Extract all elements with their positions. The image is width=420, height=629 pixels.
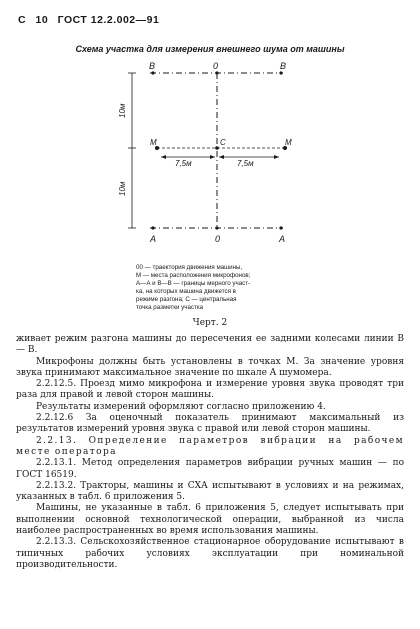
label-b-right: B — [280, 61, 287, 71]
point-0-top — [215, 71, 218, 74]
label-dimension-bottom: 10м — [118, 181, 127, 196]
label-c: C — [220, 138, 226, 147]
label-a-left: A — [150, 234, 157, 244]
legend-line: А—А и В—В — границы мерного участ- — [136, 280, 251, 287]
point-a-right — [279, 226, 282, 229]
point-b-left — [151, 71, 154, 74]
label-b-left: B — [149, 61, 156, 71]
paragraph: 2.2.13.1. Метод определения параметров вибрации ручных машин — по ГОСТ 16519. — [16, 458, 404, 480]
label-dimension-top: 10м — [118, 103, 127, 118]
figure-legend — [136, 264, 306, 312]
paragraph: 2.2.12.6 За оценочный показатель принимают максимальный из результатов измерений уровня звука с правой или левой сторон машины. — [16, 413, 404, 435]
paragraph: 2.2.13.2. Тракторы, машины и СХА испытывают в условиях и на режимах, указанных в табл. 6 приложения 5. — [16, 480, 404, 503]
figure-title: Схема участка для измерения внешнего шума от машины — [75, 44, 345, 54]
legend-line: ка, на которых машина движется в — [136, 288, 236, 295]
label-0-top: 0 — [213, 61, 219, 71]
center-point — [215, 146, 219, 150]
section-heading: 2.2.13. Определение параметров вибрации на рабочем месте оператора — [16, 435, 404, 457]
legend-line: точка разметки участка — [136, 304, 204, 311]
paragraph: живает режим разгона машины до пересечения ее задними колесами линии B — B. — [16, 334, 404, 356]
label-distance-left: 7,5м — [175, 159, 192, 168]
label-a-right: A — [279, 234, 286, 244]
label-m-left: M — [150, 138, 157, 147]
point-b-right — [279, 71, 282, 74]
figure-caption: Черт. 2 — [192, 318, 228, 328]
header-page-number: 10 — [35, 14, 49, 26]
paragraph: Микрофоны должны быть установлены в точках M. За значение уровня звука принимают максимальное значение по шкале A шумомера. — [16, 356, 404, 378]
paragraph: Машины, не указанные в табл. 6 приложения 5, следует испытывать при выполнении основной технологической операции, выбранной из числа наиболее распространенных во время использования машины. — [16, 503, 404, 537]
legend-line: 00 — траектория движения машины, — [136, 264, 243, 271]
header-letter: С — [18, 14, 27, 26]
point-a-left — [151, 226, 154, 229]
paragraph: 2.2.13.3. Сельскохозяйственное стационарное оборудование испытывают в типичных рабочих условиях эксплуатации при номинальной производительности. — [16, 537, 404, 570]
legend-line: М — места расположения микрофонов; — [136, 272, 251, 279]
paragraph: 2.2.12.5. Проезд мимо микрофона и измерение уровня звука проводят три раза для правой и левой сторон машины. — [16, 379, 404, 401]
paragraph: Результаты измерений оформляют согласно приложению 4. — [36, 401, 326, 412]
page-header — [18, 14, 165, 26]
label-m-right: M — [285, 138, 292, 147]
header-standard: ГОСТ 12.2.002—91 — [57, 14, 160, 26]
label-distance-right: 7,5м — [237, 159, 254, 168]
label-0-bottom: 0 — [215, 234, 221, 244]
legend-line: режиме разгона; С — центральная — [136, 296, 237, 303]
body-text — [16, 334, 404, 571]
point-0-bottom — [215, 226, 218, 229]
measurement-scheme-diagram — [95, 60, 325, 260]
